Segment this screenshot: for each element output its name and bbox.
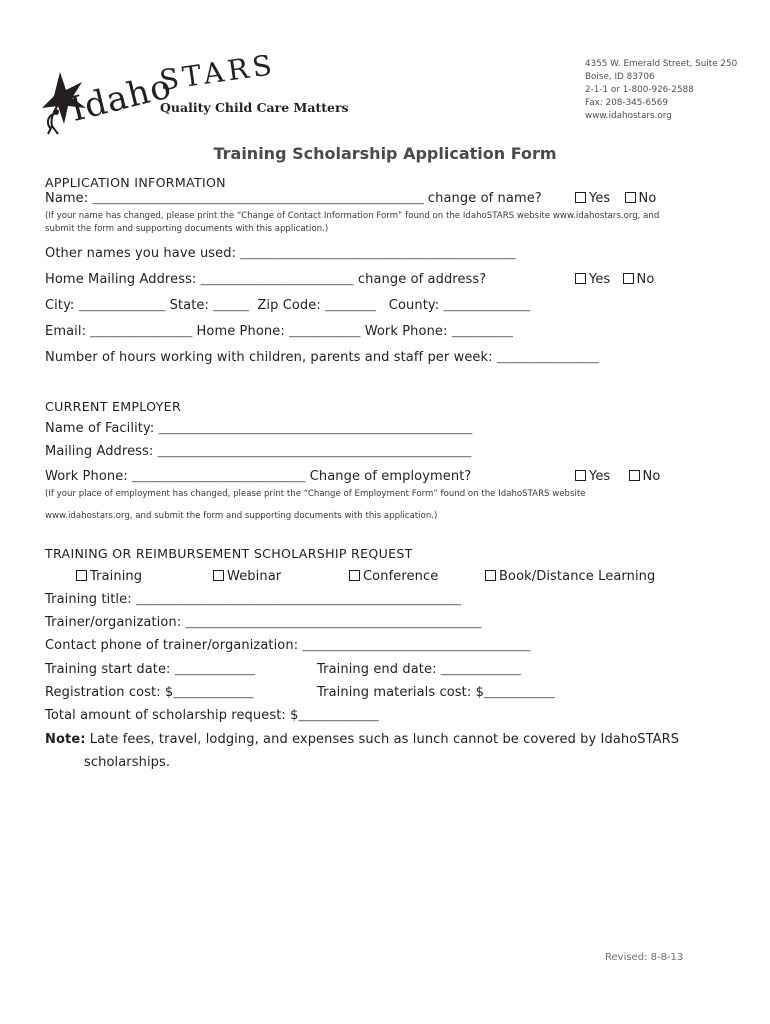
address-fax: Fax: 208-345-6569 [585, 98, 668, 108]
total-field[interactable]: _________________ [298, 711, 379, 722]
mailing-label: Mailing Address: [45, 444, 154, 459]
home-address-row [45, 272, 486, 287]
training-title-label: Training title: [45, 592, 132, 607]
form-title: Training Scholarship Application Form [213, 144, 557, 163]
county-label: County: [388, 298, 440, 313]
other-names-field[interactable]: ______________________________________________________ [240, 249, 516, 260]
home-address-label: Home Mailing Address: [45, 272, 197, 287]
book-distance-option-label: Book/Distance Learning [499, 569, 656, 584]
note-text-line2: scholarships. [84, 755, 171, 770]
logo-idaho-text: Idaho [66, 66, 176, 130]
change-employment-label: Change of employment? [309, 469, 472, 484]
logo-stars-text: STARS [157, 48, 278, 97]
hours-label: Number of hours working with children, parents and staff per week: [45, 350, 493, 365]
city-row [45, 298, 530, 313]
option-training [76, 569, 142, 584]
address-street: 4355 W. Emerald Street, Suite 250 [585, 59, 738, 69]
email-field[interactable]: ____________________ [90, 327, 193, 338]
employer-phone-label: Work Phone: [45, 469, 128, 484]
training-checkbox[interactable] [76, 570, 87, 581]
contact-row [45, 638, 530, 653]
name-change-note-line2: submit the form and supporting documents with this application.) [45, 224, 329, 234]
start-date-field[interactable]: _________________ [174, 665, 255, 676]
option-book-distance [485, 569, 655, 584]
conference-checkbox[interactable] [349, 570, 360, 581]
yes-label: Yes [589, 469, 611, 484]
other-names-label: Other names you have used: [45, 246, 237, 261]
conference-option-label: Conference [363, 569, 439, 584]
change-address-no-checkbox[interactable] [623, 273, 634, 284]
employment-note-line1: (If your place of employment has changed, please print the “Change of Employment Form” found on the IdahoSTARS website [45, 489, 586, 499]
book-distance-checkbox[interactable] [485, 570, 496, 581]
materials-cost-field[interactable]: _______________ [483, 688, 555, 699]
change-employment-no-checkbox[interactable] [629, 470, 640, 481]
no-label: No [636, 272, 655, 287]
change-address-label: change of address? [357, 272, 487, 287]
training-option-label: Training [90, 569, 143, 584]
address-web: www.idahostars.org [585, 111, 672, 121]
mailing-row [45, 444, 471, 459]
address-phone: 2-1-1 or 1-800-926-2588 [585, 85, 694, 95]
materials-cost-label: Training materials cost: $ [317, 685, 484, 700]
email-row [45, 324, 513, 339]
change-employment-yes-checkbox[interactable] [575, 470, 586, 481]
name-label: Name: [45, 191, 89, 206]
facility-label: Name of Facility: [45, 421, 155, 436]
note-label: Note: [45, 732, 86, 747]
trainer-row [45, 615, 481, 630]
zip-label: Zip Code: [257, 298, 321, 313]
training-title-row [45, 592, 461, 607]
state-field[interactable]: _______ [213, 301, 249, 312]
change-name-label: change of name? [427, 191, 542, 206]
contact-label: Contact phone of trainer/organization: [45, 638, 299, 653]
section-heading-training: TRAINING OR REIMBURSEMENT SCHOLARSHIP REQUEST [45, 546, 413, 561]
employer-phone-field[interactable]: __________________________________ [132, 472, 306, 483]
change-name-yes-checkbox[interactable] [575, 192, 586, 203]
home-phone-field[interactable]: ______________ [289, 327, 361, 338]
webinar-option-label: Webinar [227, 569, 282, 584]
facility-row [45, 421, 472, 436]
reg-cost-label: Registration cost: $ [45, 685, 174, 700]
change-employment-options [575, 469, 660, 484]
change-name-options [575, 191, 656, 206]
yes-label: Yes [589, 191, 611, 206]
webinar-checkbox[interactable] [213, 570, 224, 581]
employer-phone-row [45, 469, 471, 484]
county-field[interactable]: _________________ [443, 301, 531, 312]
facility-field[interactable]: ________________________________________________________________ [158, 424, 473, 435]
end-date-label: Training end date: [317, 662, 437, 677]
city-field[interactable]: _________________ [78, 301, 166, 312]
logo-tagline: Quality Child Care Matters [160, 100, 349, 115]
hours-field[interactable]: ____________________ [496, 353, 599, 364]
reg-cost-field[interactable]: _________________ [173, 688, 254, 699]
address-block [585, 58, 737, 123]
option-webinar [213, 569, 281, 584]
logo [40, 48, 349, 133]
hours-row [45, 350, 599, 365]
email-label: Email: [45, 324, 87, 339]
employment-note-line2: www.idahostars.org, and submit the form and supporting documents with this application.) [45, 511, 438, 521]
name-change-note-line1: (If your name has changed, please print the “Change of Contact Information Form” found on the IdahoSTARS website www.idahostars.org, and [45, 211, 660, 221]
trainer-field[interactable]: _____________________________________________________________ [185, 618, 482, 629]
mailing-field[interactable]: ________________________________________________________________ [157, 447, 472, 458]
name-row [45, 191, 542, 206]
trainer-label: Trainer/organization: [45, 615, 182, 630]
section-heading-application: APPLICATION INFORMATION [45, 175, 226, 190]
city-label: City: [45, 298, 75, 313]
materials-cost-row [317, 685, 554, 700]
no-label: No [642, 469, 661, 484]
note-row [45, 732, 679, 747]
other-names-row [45, 246, 516, 261]
name-field[interactable]: _____________________________________________________________________ [92, 194, 424, 205]
yes-label: Yes [589, 272, 611, 287]
section-heading-employer: CURRENT EMPLOYER [45, 399, 181, 414]
training-title-field[interactable]: ___________________________________________________________________ [135, 595, 461, 606]
reg-cost-row [45, 685, 253, 700]
address-city: Boise, ID 83706 [585, 72, 655, 82]
change-address-yes-checkbox[interactable] [575, 273, 586, 284]
revised-date: Revised: 8-8-13 [605, 952, 684, 963]
total-label: Total amount of scholarship request: $ [45, 708, 299, 723]
total-row [45, 708, 378, 723]
zip-field[interactable]: __________ [325, 301, 377, 312]
work-phone-field[interactable]: ____________ [451, 327, 513, 338]
start-date-label: Training start date: [45, 662, 171, 677]
home-address-field[interactable]: ______________________________ [200, 275, 354, 286]
home-phone-label: Home Phone: [196, 324, 285, 339]
end-date-field[interactable]: _________________ [440, 665, 521, 676]
change-name-no-checkbox[interactable] [625, 192, 636, 203]
start-date-row [45, 662, 255, 677]
work-phone-label: Work Phone: [364, 324, 448, 339]
note-text: Late fees, travel, lodging, and expenses such as lunch cannot be covered by IdahoSTARS [89, 732, 680, 747]
end-date-row [317, 662, 521, 677]
state-label: State: [169, 298, 209, 313]
change-address-options [575, 272, 654, 287]
no-label: No [638, 191, 657, 206]
contact-field[interactable]: _______________________________________________ [302, 641, 531, 652]
option-conference [349, 569, 438, 584]
